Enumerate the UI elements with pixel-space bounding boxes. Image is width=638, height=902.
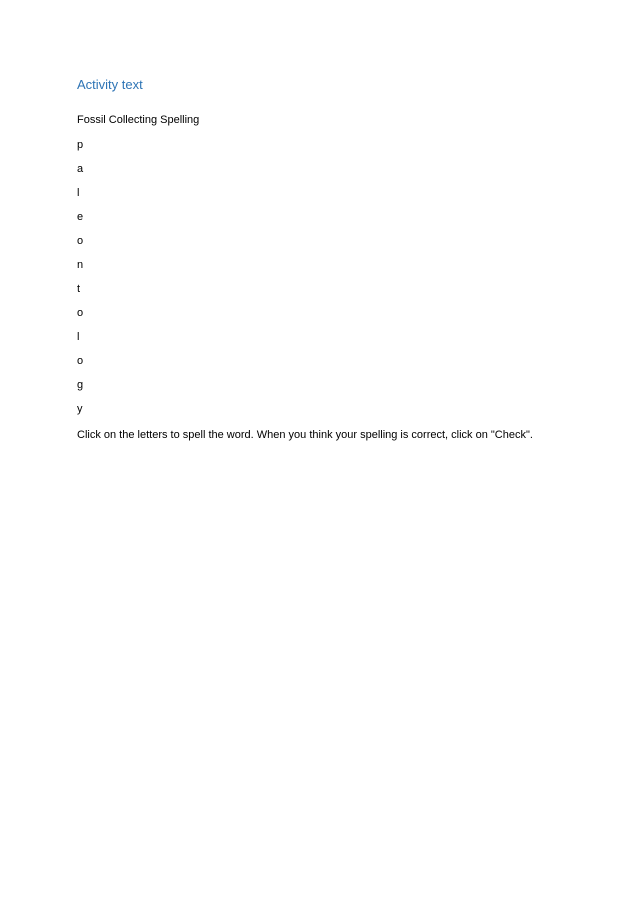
letter-item[interactable]: n <box>77 259 84 271</box>
instructions-text: Click on the letters to spell the word. When you think your spelling is correct, click on "Check". <box>77 429 533 441</box>
letter-item[interactable]: p <box>77 139 84 151</box>
letter-item[interactable]: l <box>77 187 80 199</box>
letter-item[interactable]: o <box>77 307 84 319</box>
activity-title: Fossil Collecting Spelling <box>77 114 200 126</box>
letter-item[interactable]: e <box>77 211 84 223</box>
letter-item[interactable]: a <box>77 163 84 175</box>
letter-item[interactable]: t <box>77 283 81 295</box>
letter-list <box>77 138 83 426</box>
letter-item[interactable]: o <box>77 235 84 247</box>
letter-item[interactable]: y <box>77 403 83 415</box>
letter-item[interactable]: l <box>77 331 80 343</box>
letter-item[interactable]: g <box>77 379 84 391</box>
section-heading: Activity text <box>77 77 143 92</box>
letter-item[interactable]: o <box>77 355 84 367</box>
